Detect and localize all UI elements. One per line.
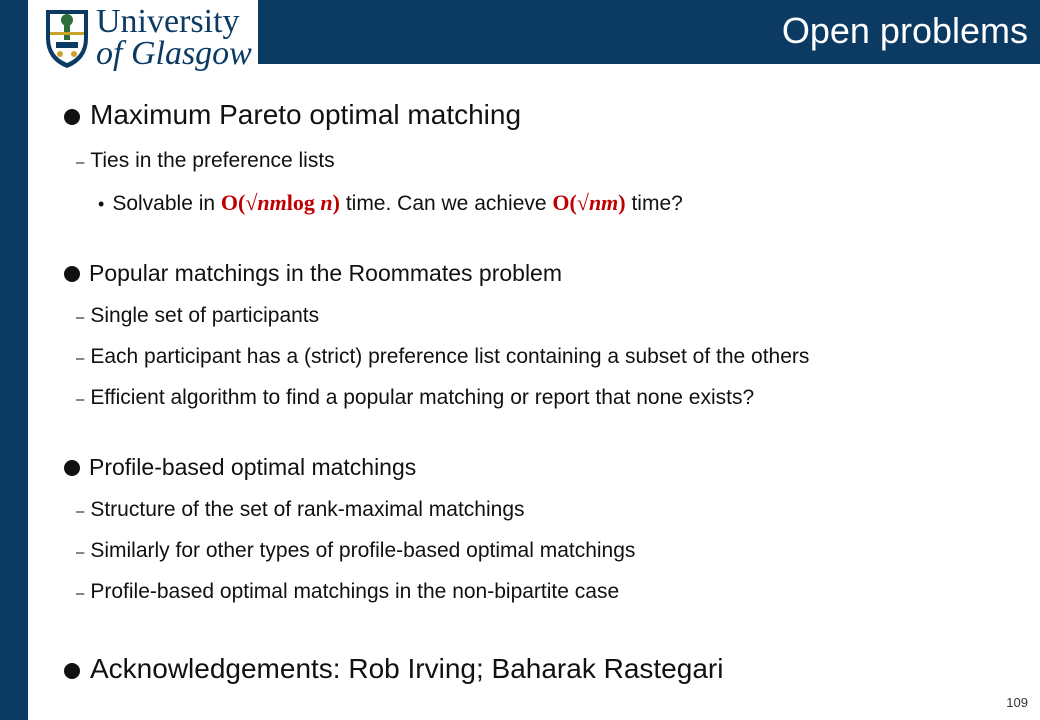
complexity-math-1: O(√nmlog n) [220, 190, 340, 215]
dash-icon: – [76, 585, 85, 602]
sub-item-roommates-3: – Efficient algorithm to find a popular matching or report that none exists? [76, 386, 755, 409]
dash-icon: – [76, 544, 85, 561]
dash-icon: – [76, 350, 85, 367]
section-heading-acknowledgements: Acknowledgements: Rob Irving; Baharak Rastegari [90, 653, 724, 684]
sub-item-profile-3: – Profile-based optimal matchings in the non-bipartite case [76, 580, 620, 603]
bullet-icon [64, 460, 80, 476]
crest-icon [44, 8, 90, 70]
title-bar [258, 0, 1040, 64]
university-logo [28, 0, 258, 78]
bullet-icon [64, 663, 80, 679]
sub-item-ties: – Ties in the preference lists [76, 149, 335, 172]
bullet-icon [64, 109, 80, 125]
sub-item-profile-2: – Similarly for other types of profile-based optimal matchings [76, 539, 636, 562]
dash-icon: – [76, 154, 85, 171]
complexity-math-2: O(√nm) [552, 190, 626, 215]
subsub-item-solvable: • Solvable in O(√nmlog n) time. Can we achieve O(√nm) time? [98, 190, 683, 215]
section-heading-pareto: Maximum Pareto optimal matching [90, 99, 522, 130]
left-bar [0, 0, 28, 720]
logo-wordmark [96, 3, 252, 72]
sub-item-profile-1: – Structure of the set of rank-maximal matchings [76, 498, 525, 521]
logo-line-glasgow: of Glasgow [96, 35, 252, 72]
sub-item-roommates-2: – Each participant has a (strict) preference list containing a subset of the others [76, 345, 810, 368]
dash-icon: – [76, 391, 85, 408]
bullet-icon [64, 266, 80, 282]
logo-line-university: University [96, 3, 240, 40]
slide-number: 109 [1006, 695, 1028, 710]
slide-title: Open problems [781, 10, 1028, 51]
section-heading-roommates: Popular matchings in the Roommates problem [89, 260, 563, 286]
sub-item-roommates-1: – Single set of participants [76, 304, 320, 327]
small-bullet-icon: • [98, 194, 105, 214]
section-heading-profile: Profile-based optimal matchings [89, 454, 417, 480]
dash-icon: – [76, 503, 85, 520]
dash-icon: – [76, 309, 85, 326]
